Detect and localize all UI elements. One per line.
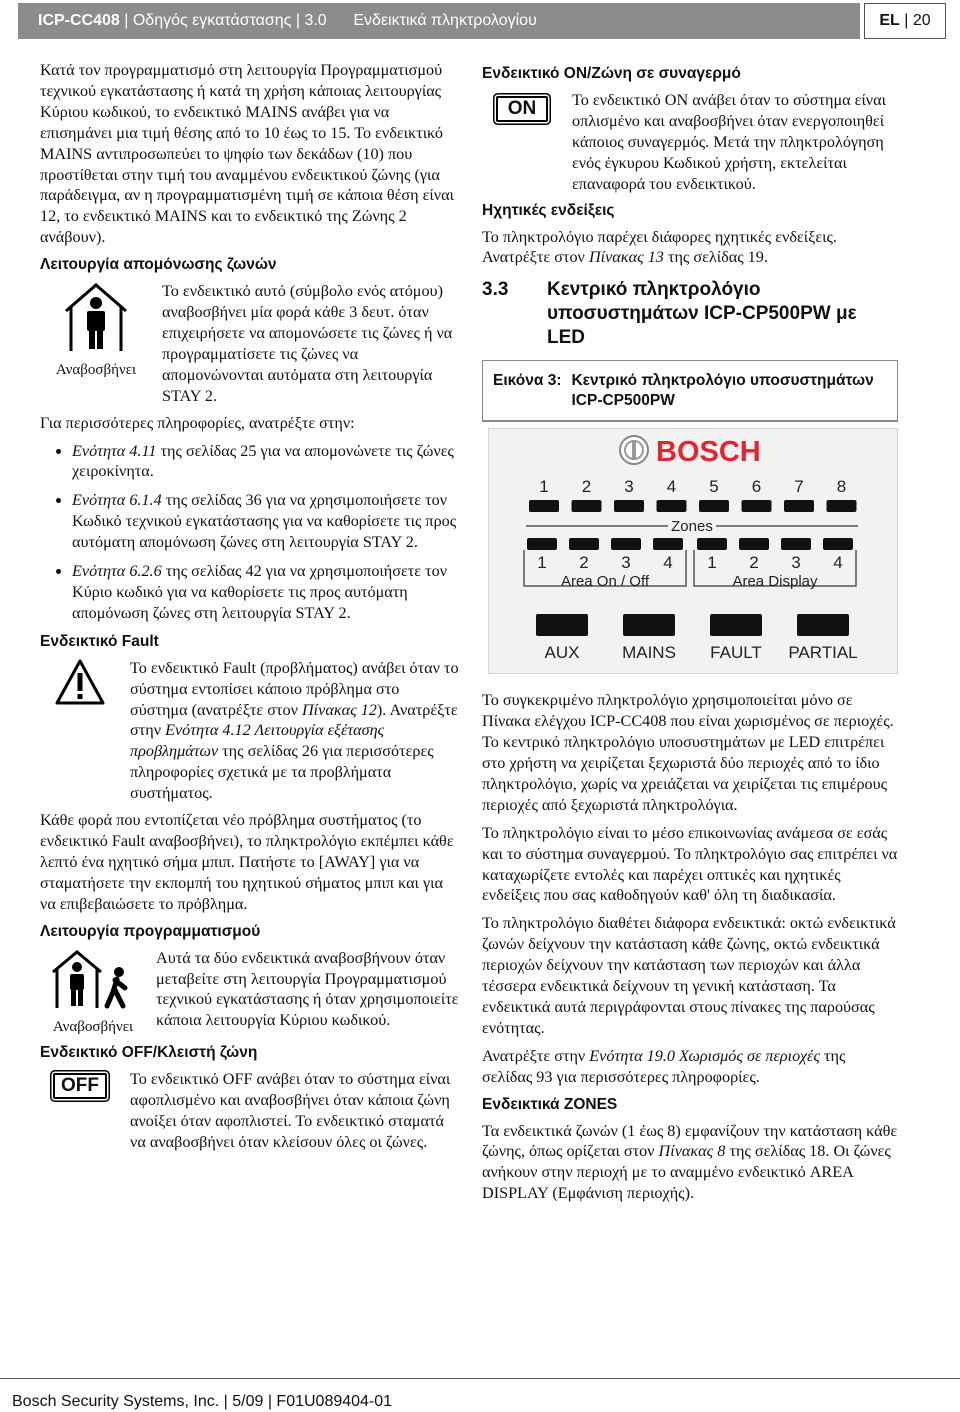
area-display-number: 1 bbox=[707, 553, 717, 573]
zone-number: 3 bbox=[624, 477, 634, 497]
ref-link[interactable]: Ενότητα 6.1.4 bbox=[72, 491, 162, 510]
fault-paragraph-2: Κάθε φορά που εντοπίζεται νέο πρόβλημα συστήματος (το ενδεικτικό Fault αναβοσβήνει), το πληκτρολόγιο εκπέμπει κάθε λεπτό ένα ηχητικό σήμα μπιπ. Πατήστε το [AWAY] για να σταματήσετε την εκπομπή του ηχητικού σήματος μπιπ και για να επιβεβαιώσετε το πρόβλημα. bbox=[40, 811, 454, 913]
isolate-indicator-block bbox=[40, 281, 460, 406]
list-item: • Ενότητα 6.1.4 της σελίδας 36 για να χρησιμοποιήσετε τον Κωδικό τεχνικού εγκατάστασης για να καθορίσετε τις προς αυτόματη απομόνωση ζώνες στη λειτουργία STAY 2. bbox=[72, 490, 460, 553]
programming-icon-wrap bbox=[40, 948, 146, 1038]
zone-number: 2 bbox=[581, 477, 592, 497]
zone-led bbox=[699, 500, 729, 512]
reference-list bbox=[40, 441, 460, 624]
figure-caption bbox=[482, 360, 898, 422]
header-page-number: 20 bbox=[912, 12, 931, 29]
area-display-led bbox=[781, 538, 811, 550]
zone-number: 7 bbox=[794, 477, 804, 497]
keypad-paragraph-2: Το πληκτρολόγιο είναι το μέσο επικοινωνίας ανάμεσα σε εσάς και το σύστημα συναγερμού. Το πληκτρολόγιο σας επιτρέπει να καταχωρίζετε εντολές και παρέχει οπτικές και ηχητικές ενδείξεις που σας καθοδηγούν καθ' όλη τη διαδικασία. bbox=[482, 823, 898, 905]
header-guide: Οδηγός εγκατάστασης bbox=[132, 12, 292, 29]
zone-number: 1 bbox=[539, 477, 549, 497]
heading-on: Ενδεικτικό ON/Ζώνη σε συναγερμό bbox=[482, 65, 741, 82]
fault-indicator-block bbox=[40, 658, 460, 804]
keypad-illustration bbox=[488, 428, 898, 674]
area-display-led bbox=[697, 538, 727, 550]
zone-number: 6 bbox=[751, 477, 762, 497]
warning-triangle-icon bbox=[54, 658, 106, 706]
zone-led bbox=[572, 500, 602, 512]
zone-led bbox=[657, 500, 687, 512]
header-page-box: EL | 20 bbox=[864, 3, 946, 39]
header-product: ICP-CC408 bbox=[38, 12, 120, 29]
zone-led bbox=[742, 500, 772, 512]
brand-name: BOSCH bbox=[656, 436, 761, 469]
page-header bbox=[18, 3, 946, 39]
area-on-led bbox=[611, 538, 641, 550]
status-label: PARTIAL bbox=[788, 643, 858, 663]
heading-off: Ενδεικτικό OFF/Κλειστή ζώνη bbox=[40, 1044, 258, 1062]
mains-paragraph: Κατά τον προγραμματισμό στη λειτουργία Προγραμματισμού τεχνικού εγκατάστασης ή κατά τη χρήση κάποιας λειτουργίας Κύριου κωδικού, το ενδεικτικό MAINS ανάβει για να επισημάνει μια τιμή θέσης από το 10 έως το 15. Το ενδεικτικό MAINS αντιπροσωπεύει το ψηφίο των δεκάδων (10) που προστίθεται στην τιμή του αναμμένου ενδεικτικού ζώνης (για παράδειγμα, αν η προγραμματισμένη τιμή σε κάποια θέση είναι 12, το ενδεικτικό MAINS και το ενδεικτικό της Ζώνης 2 ανάβουν). bbox=[40, 61, 454, 247]
on-icon-wrap bbox=[482, 90, 562, 195]
isolate-text: Το ενδεικτικό αυτό (σύμβολο ενός ατόμου) αναβοσβήνει μία φορά κάθε 3 δευτ. όταν επιχειρήσετε να απομονώσετε τις ζώνες ή να προγραμματίσετε τις ζώνες να απομονώνονται αυτόματα στη λειτουργία STAY 2. bbox=[162, 282, 453, 405]
status-label: MAINS bbox=[622, 643, 676, 663]
area-on-led bbox=[569, 538, 599, 550]
zones-label: Zones bbox=[671, 518, 713, 536]
left-column bbox=[40, 60, 460, 1159]
status-label: FAULT bbox=[710, 643, 762, 663]
keypad-paragraph-4: Ανατρέξτε στην Ενότητα 19.0 Χωρισμός σε περιοχές της σελίδας 93 για περισσότερες πληροφορίες. bbox=[482, 1046, 846, 1086]
programming-indicator-block bbox=[40, 948, 460, 1038]
heading-zone-isolate: Λειτουργία απομόνωσης ζωνών bbox=[40, 256, 277, 274]
heading-programming: Λειτουργία προγραμματισμού bbox=[40, 922, 261, 940]
person-house-walking-icon bbox=[51, 948, 135, 1010]
fault-icon-wrap bbox=[40, 658, 120, 804]
isolate-icon-wrap bbox=[40, 281, 152, 406]
zone-number: 8 bbox=[836, 477, 847, 497]
ref-link[interactable]: Πίνακας 13 bbox=[588, 248, 664, 267]
on-icon: ON bbox=[496, 96, 549, 122]
off-icon: OFF bbox=[53, 1073, 107, 1099]
keypad-paragraph-3: Το πληκτρολόγιο διαθέτει διάφορα ενδεικτικά: οκτώ ενδεικτικά ζωνών δείχνουν την κατάσταση κάθε ζώνης, οκτώ ενδεικτικά περιοχών δείχνουν την κατάσταση των περιοχών και άλλα τέσσερα ενδεικτικά δείχνουν τη γενική κατάσταση. Τα ενδεικτικά αυτά περιγράφονται στους πίνακες της παρούσας ενότητας. bbox=[482, 914, 896, 1037]
bosch-logo-icon bbox=[620, 436, 648, 464]
status-led bbox=[536, 614, 588, 636]
section-number: 3.3 bbox=[482, 279, 509, 301]
status-label: AUX bbox=[544, 643, 580, 663]
right-column bbox=[482, 60, 898, 1211]
zone-number: 4 bbox=[666, 477, 677, 497]
area-display-number: 2 bbox=[749, 553, 759, 573]
zone-led bbox=[827, 500, 857, 512]
ref-link[interactable]: Ενότητα 4.12 Λειτουργία εξέτασης προβλημάτων bbox=[130, 721, 385, 761]
on-indicator-block bbox=[482, 90, 898, 195]
status-led bbox=[797, 614, 849, 636]
area-on-number: 1 bbox=[537, 553, 547, 573]
zone-number: 5 bbox=[709, 477, 719, 497]
programming-flash-label: Αναβοσβήνει bbox=[52, 1018, 134, 1035]
area-on-label: Area On / Off bbox=[560, 573, 650, 591]
heading-sound: Ηχητικές ενδείξεις bbox=[482, 201, 615, 219]
programming-text: Αυτά τα δύο ενδεικτικά αναβοσβήνουν όταν μεταβείτε στη λειτουργία Προγραμματισμού τεχνικού εγκατάστασης ή όταν χρησιμοποιείτε κάποια λειτουργία Κύριου κωδικού. bbox=[156, 948, 459, 1030]
sound-text: Το πληκτρολόγιο παρέχει διάφορες ηχητικές ενδείξεις. Ανατρέξτε στον Πίνακας 13 της σελίδας 19. bbox=[482, 227, 837, 267]
ref-link[interactable]: Ενότητα 19.0 Χωρισμός σε περιοχές bbox=[589, 1046, 820, 1065]
off-indicator-block bbox=[40, 1069, 460, 1153]
header-version: 3.0 bbox=[304, 12, 327, 29]
on-text: Το ενδεικτικό ON ανάβει όταν το σύστημα είναι οπλισμένο και αναβοσβήνει όταν ενεργοποιηθεί κάποιος συναγερμός. Μετά την πληκτρολόγηση ενός έγκυρου Κωδικού χρήστη, εκτελείται επαναφορά του ενδεικτικού. bbox=[572, 91, 886, 193]
section-heading bbox=[482, 278, 898, 350]
area-display-label: Area Display bbox=[732, 573, 818, 591]
person-house-icon bbox=[62, 281, 130, 353]
keypad-paragraph-1: Το συγκεκριμένο πληκτρολόγιο χρησιμοποιείται μόνο σε Πίνακα ελέγχου ICP-CC408 που είναι χωρισμένος σε περιοχές. Το κεντρικό πληκτρολόγιο υποσυστημάτων με LED επιτρέπει στο χρήστη να χειρίζεται ξεχωριστά δύο περιοχές από το ίδιο πληκτρολόγιο, χωρίς να χρειάζεται να χειρίζεται τις επιμέρους περιοχές από ξεχωριστά πληκτρολόγια. bbox=[482, 691, 894, 814]
area-on-number: 4 bbox=[663, 553, 673, 573]
list-item: • Ενότητα 4.11 της σελίδας 25 για να απομονώνετε τις ζώνες χειροκίνητα. bbox=[72, 441, 460, 483]
area-display-number: 3 bbox=[791, 553, 801, 573]
heading-zones: Ενδεικτικά ZONES bbox=[482, 1095, 618, 1113]
header-section: Ενδεικτικά πληκτρολογίου bbox=[353, 12, 537, 29]
header-bar: ICP-CC408 | Οδηγός εγκατάστασης | 3.0 Ενδεικτικά πληκτρολογίου bbox=[18, 3, 860, 39]
ref-link[interactable]: Ενότητα 6.2.6 bbox=[72, 562, 162, 581]
heading-fault: Ενδεικτικό Fault bbox=[40, 632, 159, 650]
section-title: Κεντρικό πληκτρολόγιο υποσυστημάτων ICP-CP500PW με LED bbox=[547, 279, 857, 349]
ref-link[interactable]: Πίνακας 8 bbox=[658, 1142, 726, 1161]
area-on-number: 3 bbox=[621, 553, 631, 573]
area-on-led bbox=[653, 538, 683, 550]
page-footer: Bosch Security Systems, Inc. | 5/09 | F01U089404-01 bbox=[0, 1378, 960, 1411]
zone-led bbox=[614, 500, 644, 512]
off-text: Το ενδεικτικό OFF ανάβει όταν το σύστημα είναι αφοπλισμένο και αναβοσβήνει όταν κάποια ζώνη ανοίξει όταν αφοπλιστεί. Το ενδεικτικό σταματά να αναβοσβήνει όταν κλείσουν όλες οι ζώνες. bbox=[130, 1070, 451, 1152]
zone-led bbox=[529, 500, 559, 512]
ref-link[interactable]: Πίνακας 12 bbox=[301, 700, 377, 719]
status-led bbox=[623, 614, 675, 636]
area-on-number: 2 bbox=[579, 553, 589, 573]
figure-title: Κεντρικό πληκτρολόγιο υποσυστημάτων ICP-CP500PW bbox=[571, 372, 874, 410]
header-lang: EL bbox=[879, 12, 900, 29]
area-on-led bbox=[527, 538, 557, 550]
fault-text: Το ενδεικτικό Fault (προβλήματος) ανάβει όταν το σύστημα εντοπίσει κάποιο πρόβλημα στο σύστημα (ανατρέξτε στον Πίνακας 12). Ανατρέξτε στην Ενότητα 4.12 Λειτουργία εξέτασης προβλημάτων της σελίδας 26 για περισσότερες πληροφορίες σχετικά με τα προβλήματα συστήματος. bbox=[130, 658, 459, 803]
area-display-led bbox=[823, 538, 853, 550]
ref-link[interactable]: Ενότητα 4.11 bbox=[72, 441, 157, 460]
zone-led bbox=[784, 500, 814, 512]
area-display-led bbox=[739, 538, 769, 550]
more-info-text: Για περισσότερες πληροφορίες, ανατρέξτε στην: bbox=[40, 413, 355, 432]
zones-text: Τα ενδεικτικά ζωνών (1 έως 8) εμφανίζουν την κατάσταση κάθε ζώνης, όπως ορίζεται στον Πίνακας 8 της σελίδας 18. Οι ζώνες ανήκουν στην περιοχή με το αναμμένο ενδεικτικό AREA DISPLAY (Εμφάνιση περιοχής). bbox=[482, 1121, 898, 1203]
list-item: • Ενότητα 6.2.6 της σελίδας 42 για να χρησιμοποιήσετε τον Κύριο κωδικό για να καθορίσετε τις προς αυτόματη απομόνωση ζώνες στη λειτουργία STAY 2. bbox=[72, 561, 460, 624]
status-led bbox=[710, 614, 762, 636]
off-icon-wrap bbox=[40, 1069, 120, 1153]
isolate-flash-label: Αναβοσβήνει bbox=[55, 362, 137, 379]
area-display-number: 4 bbox=[833, 553, 843, 573]
figure-number: Εικόνα 3: bbox=[493, 372, 562, 390]
